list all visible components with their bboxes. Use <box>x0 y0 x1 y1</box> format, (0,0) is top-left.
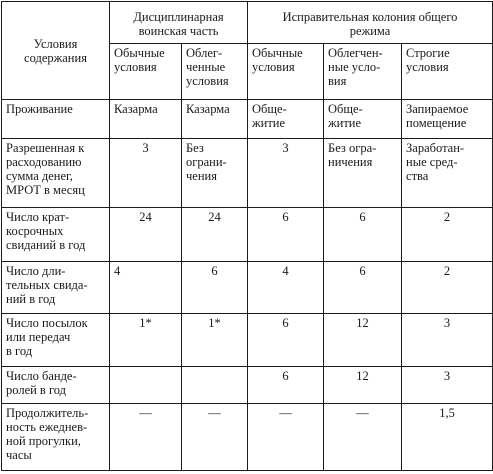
table-cell: Казарма <box>110 100 182 139</box>
table-cell: 2 <box>402 208 493 262</box>
table-cell: — <box>248 404 324 471</box>
table-cell: Казарма <box>182 100 248 139</box>
table-cell: Обще- житие <box>248 100 324 139</box>
table-cell: Обще- житие <box>324 100 402 139</box>
row-label: Число дли- тельных свида- ний в год <box>2 262 110 314</box>
header-sub-lightened-2: Облегчен- ные усло- вия <box>324 44 402 100</box>
header-row-top <box>2 2 493 44</box>
table-cell <box>182 367 248 404</box>
table-cell: 12 <box>324 314 402 367</box>
table-cell: — <box>324 404 402 471</box>
table-cell: Запираемое помещение <box>402 100 493 139</box>
row-label: Число банде- ролей в год <box>2 367 110 404</box>
table-row <box>2 404 493 471</box>
table-cell: 6 <box>248 208 324 262</box>
table-cell: 6 <box>248 367 324 404</box>
header-sub-strict: Строгие условия <box>402 44 493 100</box>
table-cell: 1* <box>110 314 182 367</box>
table-row <box>2 262 493 314</box>
table-cell: 24 <box>182 208 248 262</box>
table-row <box>2 208 493 262</box>
table-cell: 4 <box>248 262 324 314</box>
table-cell: — <box>182 404 248 471</box>
header-conditions: Условия содержания <box>2 2 110 100</box>
table-cell: 24 <box>110 208 182 262</box>
header-sub-lightened-1: Облег- ченные условия <box>182 44 248 100</box>
table-cell: 6 <box>324 208 402 262</box>
table-cell: 6 <box>182 262 248 314</box>
table-cell: Заработан- ные сред- ства <box>402 139 493 208</box>
table-cell: 6 <box>324 262 402 314</box>
row-label: Число крат- косрочных свиданий в год <box>2 208 110 262</box>
header-correctional-colony: Исправительная колония общего режима <box>248 2 493 44</box>
header-disciplinary-unit: Дисциплинарная воинская часть <box>110 2 248 44</box>
table-cell: 1,5 <box>402 404 493 471</box>
table-cell: 1* <box>182 314 248 367</box>
table-cell: 3 <box>248 139 324 208</box>
table-cell: 2 <box>402 262 493 314</box>
table-row <box>2 100 493 139</box>
table-cell: 6 <box>248 314 324 367</box>
table-cell: 12 <box>324 367 402 404</box>
table-cell: 3 <box>110 139 182 208</box>
row-label: Продолжитель- ность ежеднев- ной прогулки, часы <box>2 404 110 471</box>
row-label: Проживание <box>2 100 110 139</box>
conditions-table <box>1 1 493 471</box>
header-sub-ordinary-1: Обычные условия <box>110 44 182 100</box>
table-cell: — <box>110 404 182 471</box>
table-row <box>2 314 493 367</box>
table-cell: Без ограни- чения <box>182 139 248 208</box>
table-cell: 3 <box>402 314 493 367</box>
table-row <box>2 139 493 208</box>
header-sub-ordinary-2: Обычные условия <box>248 44 324 100</box>
row-label: Число посылок или передач в год <box>2 314 110 367</box>
table-cell: 3 <box>402 367 493 404</box>
table-cell: 4 <box>110 262 182 314</box>
table-cell <box>110 367 182 404</box>
row-label: Разрешенная к расходованию сумма денег, МРОТ в месяц <box>2 139 110 208</box>
table-cell: Без огра- ничения <box>324 139 402 208</box>
table-row <box>2 367 493 404</box>
